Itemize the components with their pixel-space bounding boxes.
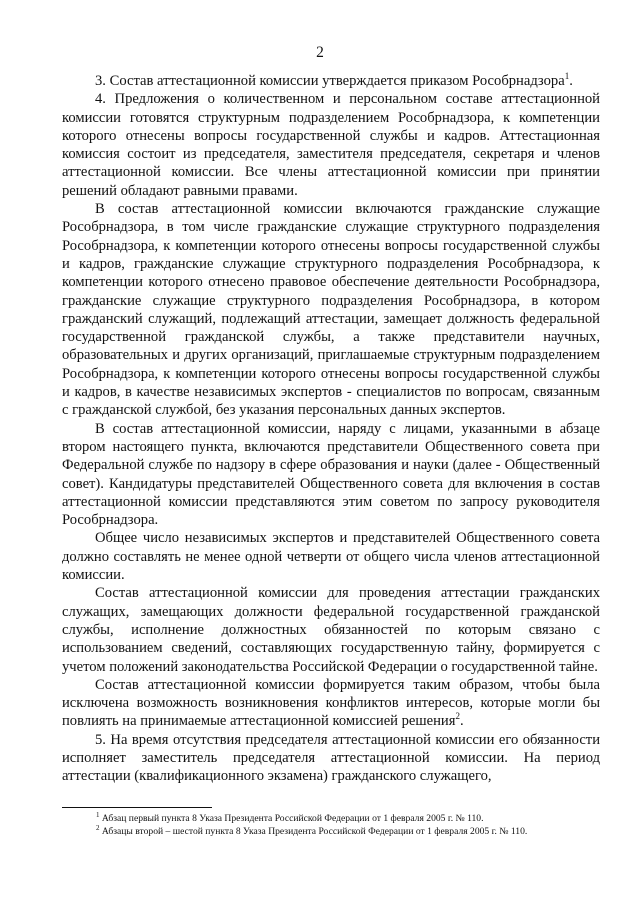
paragraph-conflict-of-interest: Состав аттестационной комиссии формируется таким образом, чтобы была исключена возможность возникновения конфликтов интересов, которые могли бы повлиять на принимаемые аттестационной комиссией решения$^2$.	[62, 676, 600, 730]
paragraph-state-secret: Состав аттестационной комиссии для проведения аттестации гражданских служащих, замещающих должности федеральной государственной гражданской службы, исполнение должностных обязанностей по которым связано с использованием сведений, составляющих государственную тайну, формируется с учетом положений законодательства Российской Федерации о государственной тайне.	[62, 585, 600, 675]
footnote-divider	[62, 807, 212, 808]
paragraph-4: 4. Предложения о количественном и персональном составе аттестационной комиссии готовятся структурным подразделением Рособрнадзора, к компетенции которого отнесены вопросы государственной службы и кадров. Аттестационная комиссия состоит из председателя, заместителя председателя, секретаря и членов аттестационной комиссии. Все члены аттестационной комиссии при принятии решений обладают равными правами.	[62, 91, 600, 199]
document-body	[62, 72, 600, 786]
footnote: $^1$ Абзац первый пункта 8 Указа Президента Российской Федерации от 1 февраля 2005 г. № 110.	[96, 810, 484, 824]
footnote: $^2$ Абзацы второй – шестой пункта 8 Указа Президента Российской Федерации от 1 февраля 2005 г. № 110.	[96, 823, 528, 837]
footnote-ref: 2	[455, 711, 460, 722]
paragraph-3: 3. Состав аттестационной комиссии утверждается приказом Рособрнадзора$^1$.	[95, 71, 573, 89]
footnote-ref: 1	[564, 71, 570, 82]
footnotes	[62, 810, 602, 838]
paragraph-5: 5. На время отсутствия председателя аттестационной комиссии его обязанности исполняет заместитель председателя аттестационной комиссии. На период аттестации (квалификационного экзамена) гражданского служащего,	[62, 731, 600, 785]
page-number: 2	[316, 44, 324, 61]
paragraph-experts-share: Общее число независимых экспертов и представителей Общественного совета должно составлять не менее одной четверти от общего числа членов аттестационной комиссии.	[62, 530, 600, 584]
paragraph-public-council: В состав аттестационной комиссии, наряду с лицами, указанными в абзаце втором настоящего пункта, включаются представители Общественного совета при Федеральной службе по надзору в сфере образования и науки (далее - Общественный совет). Кандидатуры представителей Общественного совета для включения в состав аттестационной комиссии представляются этим советом по запросу руководителя Рособрнадзора.	[62, 420, 600, 529]
paragraph-commission-members: В состав аттестационной комиссии включаются гражданские служащие Рособрнадзора, в том числе гражданские служащие структурного подразделения Рособрнадзора, к компетенции которого отнесены вопросы государственной службы и кадров, гражданские служащие структурного подразделения Рособрнадзора, к компетенции которого отнесено правовое обеспечение деятельности Рособрнадзора, гражданские служащие структурного подразделения Рособрнадзора, в котором гражданский служащий, подлежащий аттестации, замещает должность федеральной государственной гражданской службы, а также представители научных, образовательных и других организаций, приглашаемые структурным подразделением Рособрнадзора, к компетенции которого отнесены вопросы государственной службы и кадров, в качестве независимых экспертов - специалистов по вопросам, связанным с гражданской службой, без указания персональных данных экспертов.	[62, 201, 600, 419]
